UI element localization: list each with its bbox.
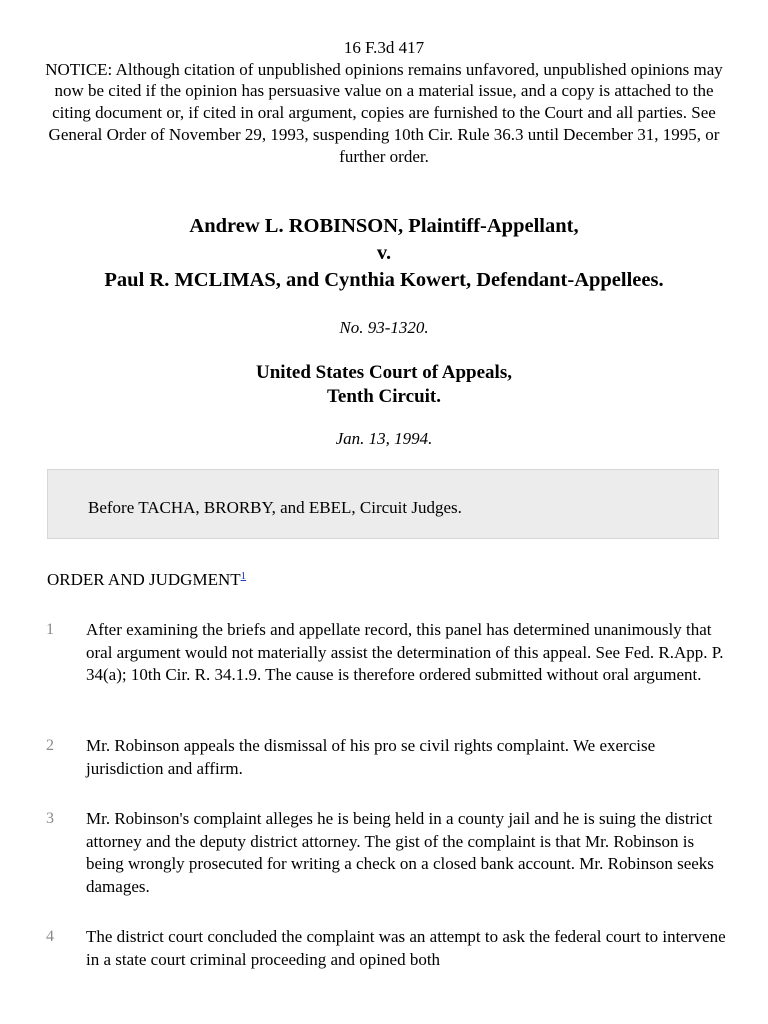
- paragraph-text: Mr. Robinson appeals the dismissal of his pro se civil rights complaint. We exercise jurisdiction and affirm.: [86, 736, 656, 778]
- unpublished-notice: NOTICE: Although citation of unpublished opinions remains unfavored, unpublished opinions may now be cited if the opinion has persuasive value on a material issue, and a copy is attached to the citing document or, if cited in oral argument, copies are furnished to the Court and all parties. See General Order of November 29, 1993, suspending 10th Cir. Rule 36.3 until December 31, 1995, or further order.: [45, 59, 723, 166]
- case-citation: 16 F.3d 417: [343, 38, 425, 57]
- paragraph-number: 3: [46, 810, 54, 827]
- paragraph-number: 2: [46, 737, 54, 754]
- order-heading: [47, 569, 246, 591]
- paragraph-text: After examining the briefs and appellate record, this panel has determined unanimously that oral argument would not materially assist the determination of this appeal. See Fed. R.App. P. 34(a); 10th Cir. R. 34.1.9. The cause is therefore ordered submitted without oral argument.: [86, 620, 724, 684]
- case-caption: [0, 213, 768, 294]
- docket-number: No. 93-1320.: [339, 318, 429, 337]
- document-header: [40, 37, 728, 167]
- plaintiff-line: Andrew L. ROBINSON, Plaintiff-Appellant,: [189, 215, 579, 237]
- defendants-line: Paul R. MCLIMAS, and Cynthia Kowert, Defendant-Appellees.: [104, 269, 664, 291]
- order-heading-text: ORDER AND JUDGMENT: [47, 570, 241, 589]
- court-name-line2: Tenth Circuit.: [326, 386, 442, 407]
- footnote-link[interactable]: 1: [240, 570, 247, 582]
- paragraph-text: Mr. Robinson's complaint alleges he is being held in a county jail and he is suing the district attorney and the deputy district attorney. The gist of the complaint is that Mr. Robinson is being wrongly prosecuted for writing a check on a closed bank account. Mr. Robinson seeks damages.: [86, 809, 714, 896]
- court-name-line1: United States Court of Appeals,: [256, 362, 512, 383]
- paragraph-text: The district court concluded the complaint was an attempt to ask the federal court to intervene in a state court criminal proceeding and opined both: [86, 927, 726, 969]
- judges-panel-text: Before TACHA, BRORBY, and EBEL, Circuit Judges.: [88, 498, 462, 517]
- paragraph-number: 4: [46, 928, 54, 945]
- court-name: [0, 361, 768, 409]
- versus-line: v.: [376, 242, 392, 264]
- paragraph-number: 1: [46, 621, 54, 638]
- judges-panel-box: [47, 469, 719, 539]
- decision-date: Jan. 13, 1994.: [335, 429, 433, 448]
